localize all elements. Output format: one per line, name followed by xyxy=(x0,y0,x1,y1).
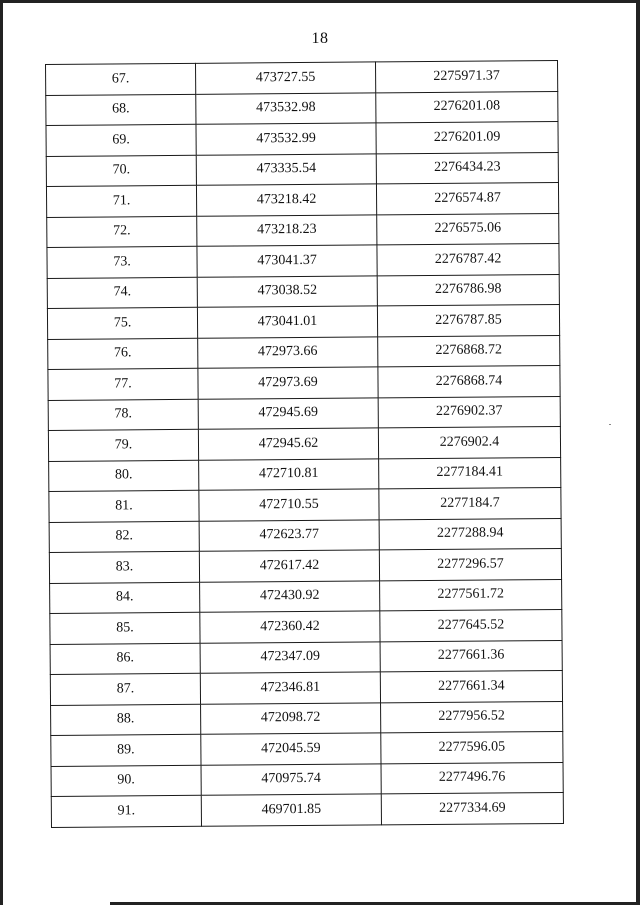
point-number-cell: 90. xyxy=(51,765,201,797)
x-coordinate-cell: 472346.81 xyxy=(200,672,380,704)
y-coordinate-cell: 2277956.52 xyxy=(381,701,563,733)
x-coordinate-cell: 472710.81 xyxy=(199,458,379,490)
table-row xyxy=(48,335,560,370)
table-row xyxy=(47,274,559,309)
point-number-cell: 68. xyxy=(46,94,196,126)
x-coordinate-cell: 473532.98 xyxy=(196,92,376,124)
y-coordinate-cell: 2276574.87 xyxy=(376,182,558,214)
x-coordinate-cell: 473727.55 xyxy=(195,62,375,94)
table-row xyxy=(50,609,562,644)
y-coordinate-cell: 2276902.37 xyxy=(378,396,560,428)
y-coordinate-cell: 2277645.52 xyxy=(380,609,562,641)
point-number-cell: 88. xyxy=(51,704,201,736)
y-coordinate-cell: 2276786.98 xyxy=(377,274,559,306)
point-number-cell: 76. xyxy=(48,338,198,370)
table-row xyxy=(47,243,559,278)
x-coordinate-cell: 473335.54 xyxy=(196,153,376,185)
point-number-cell: 81. xyxy=(49,490,199,522)
y-coordinate-cell: 2276787.42 xyxy=(377,243,559,275)
x-coordinate-cell: 472360.42 xyxy=(200,611,380,643)
x-coordinate-cell: 472347.09 xyxy=(200,641,380,673)
table-row xyxy=(51,792,563,827)
y-coordinate-cell: 2276201.08 xyxy=(376,91,558,123)
x-coordinate-cell: 473218.23 xyxy=(197,214,377,246)
x-coordinate-cell: 472945.62 xyxy=(198,428,378,460)
y-coordinate-cell: 2277334.69 xyxy=(381,792,563,824)
table-row xyxy=(48,365,560,400)
y-coordinate-cell: 2277496.76 xyxy=(381,762,563,794)
x-coordinate-cell: 472623.77 xyxy=(199,519,379,551)
y-coordinate-cell: 2277296.57 xyxy=(379,548,561,580)
y-coordinate-cell: 2276575.06 xyxy=(377,213,559,245)
y-coordinate-cell: 2277561.72 xyxy=(380,579,562,611)
y-coordinate-cell: 2276201.09 xyxy=(376,121,558,153)
y-coordinate-cell: 2277661.36 xyxy=(380,640,562,672)
y-coordinate-cell: 2276434.23 xyxy=(376,152,558,184)
table-row xyxy=(49,548,561,583)
table-row xyxy=(49,487,561,522)
y-coordinate-cell: 2276787.85 xyxy=(377,304,559,336)
point-number-cell: 73. xyxy=(47,246,197,278)
table-row xyxy=(50,579,562,614)
point-number-cell: 85. xyxy=(50,612,200,644)
coordinates-table-wrapper xyxy=(45,60,563,827)
x-coordinate-cell: 470975.74 xyxy=(201,763,381,795)
y-coordinate-cell: 2276902.4 xyxy=(378,426,560,458)
point-number-cell: 72. xyxy=(47,216,197,248)
x-coordinate-cell: 473218.42 xyxy=(196,184,376,216)
coordinates-table-body xyxy=(46,60,564,826)
point-number-cell: 84. xyxy=(50,582,200,614)
point-number-cell: 82. xyxy=(49,521,199,553)
table-row xyxy=(51,701,563,736)
table-row xyxy=(46,60,558,95)
point-number-cell: 69. xyxy=(46,124,196,156)
point-number-cell: 91. xyxy=(51,795,201,827)
point-number-cell: 71. xyxy=(46,185,196,217)
x-coordinate-cell: 473038.52 xyxy=(197,275,377,307)
table-row xyxy=(50,640,562,675)
y-coordinate-cell: 2277184.41 xyxy=(379,457,561,489)
point-number-cell: 70. xyxy=(46,155,196,187)
point-number-cell: 89. xyxy=(51,734,201,766)
x-coordinate-cell: 473041.37 xyxy=(197,245,377,277)
x-coordinate-cell: 472045.59 xyxy=(201,733,381,765)
point-number-cell: 75. xyxy=(47,307,197,339)
point-number-cell: 78. xyxy=(48,399,198,431)
y-coordinate-cell: 2277596.05 xyxy=(381,731,563,763)
table-row xyxy=(50,670,562,705)
scan-speck xyxy=(609,424,611,425)
table-row xyxy=(49,457,561,492)
y-coordinate-cell: 2275971.37 xyxy=(375,60,557,92)
x-coordinate-cell: 472710.55 xyxy=(199,489,379,521)
point-number-cell: 80. xyxy=(49,460,199,492)
x-coordinate-cell: 472430.92 xyxy=(200,580,380,612)
table-row xyxy=(46,91,558,126)
table-row xyxy=(47,304,559,339)
table-row xyxy=(48,426,560,461)
scan-border-left xyxy=(0,0,3,905)
scan-border-right xyxy=(636,0,640,905)
table-row xyxy=(48,396,560,431)
point-number-cell: 77. xyxy=(48,368,198,400)
y-coordinate-cell: 2277661.34 xyxy=(380,670,562,702)
x-coordinate-cell: 472098.72 xyxy=(201,702,381,734)
table-row xyxy=(47,213,559,248)
scan-border-top xyxy=(0,0,640,3)
point-number-cell: 87. xyxy=(50,673,200,705)
point-number-cell: 67. xyxy=(46,63,196,95)
table-row xyxy=(49,518,561,553)
y-coordinate-cell: 2276868.72 xyxy=(378,335,560,367)
point-number-cell: 83. xyxy=(49,551,199,583)
point-number-cell: 74. xyxy=(47,277,197,309)
x-coordinate-cell: 472617.42 xyxy=(199,550,379,582)
table-row xyxy=(51,731,563,766)
point-number-cell: 79. xyxy=(48,429,198,461)
y-coordinate-cell: 2276868.74 xyxy=(378,365,560,397)
y-coordinate-cell: 2277288.94 xyxy=(379,518,561,550)
y-coordinate-cell: 2277184.7 xyxy=(379,487,561,519)
page-number: 18 xyxy=(311,30,329,47)
x-coordinate-cell: 469701.85 xyxy=(201,794,381,826)
table-row xyxy=(46,182,558,217)
x-coordinate-cell: 472973.69 xyxy=(198,367,378,399)
x-coordinate-cell: 473041.01 xyxy=(197,306,377,338)
table-row xyxy=(51,762,563,797)
point-number-cell: 86. xyxy=(50,643,200,675)
x-coordinate-cell: 473532.99 xyxy=(196,123,376,155)
coordinates-table xyxy=(45,60,564,828)
table-row xyxy=(46,152,558,187)
table-row xyxy=(46,121,558,156)
x-coordinate-cell: 472945.69 xyxy=(198,397,378,429)
x-coordinate-cell: 472973.66 xyxy=(198,336,378,368)
